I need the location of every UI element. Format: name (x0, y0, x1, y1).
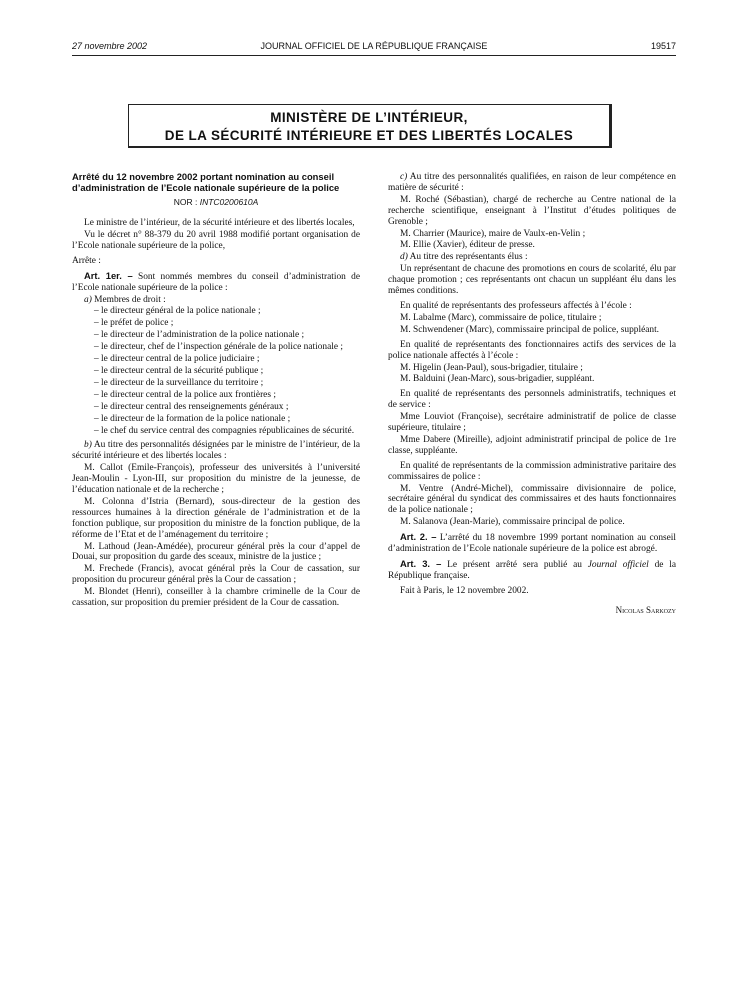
article-3-journal: Journal officiel (587, 560, 649, 570)
member-paragraph: M. Higelin (Jean-Paul), sous-brigadier, titulaire ; (400, 362, 583, 373)
section-d-text: Au titre des représentants élus : (409, 252, 528, 263)
member-paragraph: M. Colonna d’Istria (Bernard), sous-directeur de la gestion des ressources humaines à la direction générale de l’administration et de la fonction publique, sur proposition du ministre de la fonction publique, de la réforme de l’Etat et de l’aménagement du territoire ; (72, 496, 360, 540)
right-column (388, 172, 676, 616)
section-a-text: Membres de droit : (94, 294, 166, 305)
droit-list (72, 306, 360, 436)
article-2-text: L’arrêté du 18 novembre 1999 portant nomination au conseil d’administration de l’Ecole nationale supérieure de la police est abrogé. (388, 533, 677, 555)
article-2-label: Art. 2. – (400, 531, 437, 543)
left-column (72, 172, 360, 610)
fonctionnaires-intro: En qualité de représentants des fonctionnaires actifs des services de la police nationale affectés à l’école : (388, 339, 676, 361)
list-item: – le chef du service central des compagnies républicaines de sécurité. (94, 425, 355, 436)
header-date: 27 novembre 2002 (72, 41, 148, 51)
list-item: – le directeur central de la police aux frontières ; (94, 389, 276, 400)
intro-minister: Le ministre de l’intérieur, de la sécurité intérieure et des libertés locales, (84, 218, 355, 229)
member-paragraph: M. Ventre (André-Michel), commissaire divisionnaire de police, secrétaire général du syndicat des commissaires et des hauts fonctionnaires de la police nationale ; (388, 483, 676, 516)
arrete-title: Arrêté du 12 novembre 2002 portant nomination au conseil d’administration de l’Ecole nationale supérieure de la police (72, 171, 340, 193)
commission-intro: En qualité de représentants de la commission administrative paritaire des commissaires de police : (388, 460, 676, 482)
section-c-text: Au titre des personnalités qualifiées, en raison de leur compétence en matière de sécurité : (388, 172, 676, 193)
list-item: – le directeur général de la police nationale ; (94, 306, 261, 317)
member-paragraph: Mme Dabere (Mireille), adjoint administratif principal de police de 1re classe, suppléante. (388, 434, 676, 456)
professeurs-intro: En qualité de représentants des professeurs affectés à l’école : (400, 300, 632, 311)
list-item: – le directeur central de la sécurité publique ; (94, 365, 264, 376)
article-3 (388, 559, 676, 582)
section-b-letter: b) (84, 440, 92, 451)
member-paragraph: M. Salanova (Jean-Marie), commissaire principal de police. (400, 517, 625, 528)
list-item: – le directeur central des renseignements généraux ; (94, 401, 289, 412)
section-a (72, 295, 360, 306)
member-paragraph: M. Callot (Emile-François), professeur des universités à l’université Jean-Moulin - Lyon-III, sur proposition du ministre de la jeunesse, de l’éducation nationale et de la recherche ; (72, 463, 360, 496)
member-paragraph: M. Labalme (Marc), commissaire de police, titulaire ; (400, 312, 602, 323)
member-paragraph: M. Ellie (Xavier), éditeur de presse. (400, 240, 535, 251)
fait-a-paris: Fait à Paris, le 12 novembre 2002. (400, 585, 529, 596)
member-paragraph: M. Frechede (Francis), avocat général près la Cour de cassation, sur proposition du procureur général près la Cour de cassation ; (72, 564, 360, 586)
ministry-line-1: MINISTÈRE DE L’INTÉRIEUR, (270, 110, 468, 125)
header-rule (72, 55, 676, 56)
article-3-label: Art. 3. – (400, 558, 442, 569)
section-a-letter: a) (84, 294, 92, 305)
ministry-line-2: DE LA SÉCURITÉ INTÉRIEURE ET DES LIBERTÉS LOCALES (164, 128, 574, 143)
member-paragraph: M. Schwendener (Marc), commissaire principal de police, suppléant. (400, 324, 660, 335)
section-d (388, 252, 676, 263)
list-item: – le directeur central de la police judiciaire ; (94, 354, 260, 365)
member-paragraph: M. Balduini (Jean-Marc), sous-brigadier, suppléant. (400, 374, 595, 385)
header-page-number: 19517 (650, 41, 676, 51)
list-item: – le préfet de police ; (94, 318, 174, 329)
section-c (388, 172, 676, 194)
nor-code: INTC0200610A (199, 197, 259, 208)
member-paragraph: M. Charrier (Maurice), maire de Vaulx-en-Velin ; (400, 228, 586, 239)
list-item: – le directeur de l’administration de la police nationale ; (94, 330, 305, 341)
member-paragraph: M. Roché (Sébastian), chargé de recherche au Centre national de la recherche scientifique, enseignant à l’Institut d’études politiques de Grenoble ; (388, 194, 676, 227)
section-b (72, 440, 360, 462)
ministry-box (128, 104, 612, 148)
article-1-text: Sont nommés membres du conseil d’administration de l’Ecole nationale supérieure de la police : (72, 271, 361, 293)
section-c-letter: c) (400, 172, 408, 182)
member-paragraph: M. Blondet (Henri), conseiller à la chambre criminelle de la Cour de cassation, sur proposition du premier président de la Cour de cassation. (72, 587, 360, 609)
section-b-text: Au titre des personnalités désignées par le ministre de l’intérieur, de la sécurité intérieure et des libertés locales : (72, 440, 360, 462)
article-3-text-b: de la République française. (388, 560, 677, 581)
nor-line (72, 197, 360, 208)
page-header (72, 41, 676, 55)
header-journal-title: JOURNAL OFFICIEL DE LA RÉPUBLIQUE FRANÇAISE (260, 41, 488, 51)
nor-label: NOR : (173, 197, 198, 208)
elected-intro: Un représentant de chacune des promotions en cours de scolarité, élu par chaque promotion ; ces représentants ont chacun un suppléant élu dans les mêmes conditions. (388, 264, 676, 297)
member-paragraph: Mme Louviot (Françoise), secrétaire administratif de police de classe supérieure, titulaire ; (388, 412, 676, 434)
administratifs-intro: En qualité de représentants des personnels administratifs, techniques et de service : (388, 389, 676, 411)
article-2 (388, 532, 676, 555)
intro-vu: Vu le décret n° 88-379 du 20 avril 1988 modifié portant organisation de l’Ecole nationale supérieure de la police, (72, 230, 360, 251)
section-d-letter: d) (400, 252, 408, 263)
arrete-word: Arrête : (72, 255, 101, 266)
article-3-text-a: Le présent arrêté sera publié au (447, 560, 582, 570)
article-1-label: Art. 1er. – (84, 269, 133, 281)
list-item: – le directeur, chef de l’inspection générale de la police nationale ; (94, 342, 343, 353)
list-item: – le directeur de la surveillance du territoire ; (94, 377, 264, 388)
signature: Nicolas Sarkozy (615, 604, 676, 615)
member-paragraph: M. Lathoud (Jean-Amédée), procureur général près la cour d’appel de Douai, sur proposition du garde des sceaux, ministre de la justice ; (72, 541, 360, 563)
article-1 (72, 271, 360, 294)
list-item: – le directeur de la formation de la police nationale ; (94, 413, 291, 424)
